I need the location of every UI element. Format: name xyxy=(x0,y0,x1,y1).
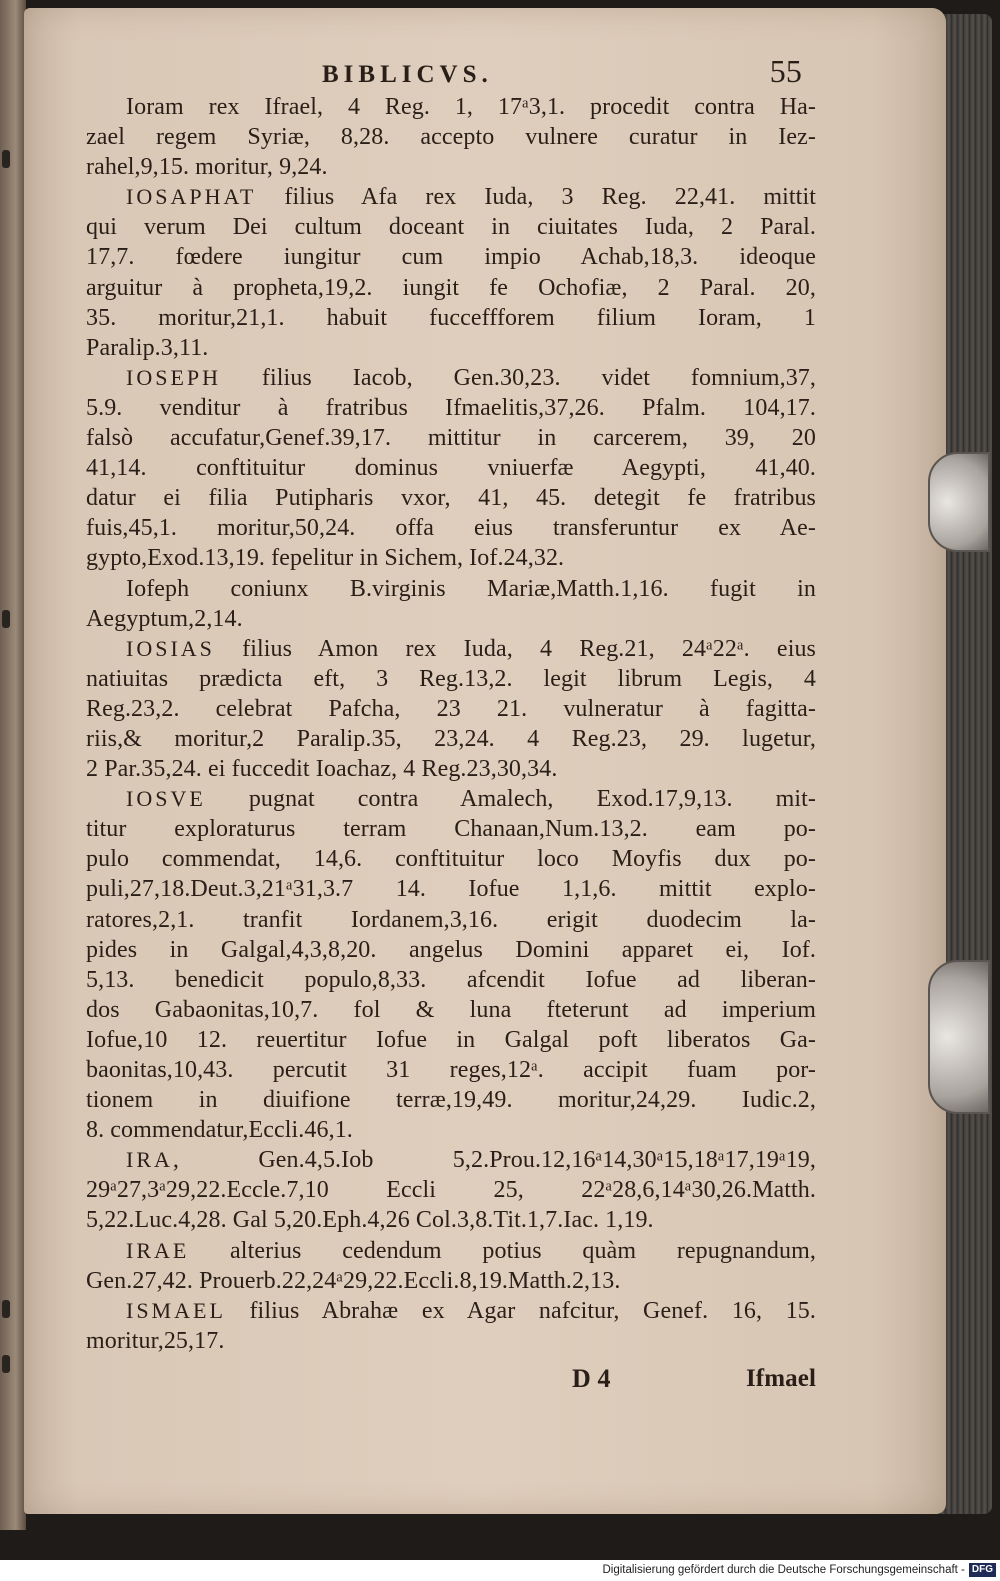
entry-line xyxy=(86,1205,816,1235)
index-entry xyxy=(86,1145,816,1235)
line-text: filius Iacob, Gen.30,23. videt fomnium,37, xyxy=(221,364,816,391)
entry-line xyxy=(86,604,816,634)
entry-lemma: IOSVE xyxy=(126,786,206,812)
line-text: 5,13. benedicit populo,8,33. afcendit Iofue ad liberan- xyxy=(86,966,816,993)
index-entry xyxy=(86,784,816,1145)
line-text: 35. moritur,21,1. habuit fucceffforem filium Ioram, 1 xyxy=(86,304,816,331)
line-text: puli,27,18.Deut.3,21ᵃ31,3.7 14. Iofue 1,1,6. mittit explo- xyxy=(86,876,816,903)
book-page-edges xyxy=(940,14,992,1514)
line-text: 29ᵃ27,3ᵃ29,22.Eccle.7,10 Eccli 25, 22ᵃ28,6,14ᵃ30,26.Matth. xyxy=(86,1177,816,1204)
metal-clasp-icon xyxy=(928,960,990,1114)
line-text: datur ei filia Putipharis vxor, 41, 45. detegit fe fratribus xyxy=(86,485,816,512)
running-head xyxy=(86,53,816,96)
entry-line xyxy=(86,182,816,212)
index-entry xyxy=(86,92,816,182)
line-text: 8. commendatur,Eccli.46,1. xyxy=(86,1117,353,1144)
line-text: moritur,25,17. xyxy=(86,1327,225,1354)
line-text: pulo commendat, 14,6. conftituitur loco Moyfis dux po- xyxy=(86,846,816,873)
entry-lemma: IOSEPH xyxy=(126,364,222,390)
entry-line xyxy=(86,92,816,122)
dfg-logo-icon: DFG xyxy=(969,1563,996,1577)
index-entry xyxy=(86,182,816,363)
entry-line xyxy=(86,363,816,393)
line-text: 17,7. fœdere iungitur cum impio Achab,18,3. ideoque xyxy=(86,244,816,271)
entry-line xyxy=(86,333,816,363)
entry-line xyxy=(86,423,816,453)
entry-line xyxy=(86,634,816,664)
entry-line xyxy=(86,1236,816,1266)
entry-line xyxy=(86,513,816,543)
line-text: titur exploraturus terram Chanaan,Num.13,2. eam po- xyxy=(86,816,816,843)
line-text: Iofue,10 12. reuertitur Iofue in Galgal poft liberatos Ga- xyxy=(86,1026,816,1053)
index-entry xyxy=(86,363,816,574)
line-text: 2 Par.35,24. ei fuccedit Ioachaz, 4 Reg.23,30,34. xyxy=(86,756,558,783)
entry-lemma: IOSIAS xyxy=(126,635,215,661)
line-text: Ioram rex Ifrael, 4 Reg. 1, 17ᵃ3,1. procedit contra Ha- xyxy=(126,94,816,120)
line-text: riis,& moritur,2 Paralip.35, 23,24. 4 Reg.23, 29. lugetur, xyxy=(86,725,816,752)
index-entry xyxy=(86,634,816,784)
line-text: zael regem Syriæ, 8,28. accepto vulnere curatur in Iez- xyxy=(86,124,816,151)
line-text: filius Afa rex Iuda, 3 Reg. 22,41. mittit xyxy=(256,184,816,211)
line-text: , Gen.4,5.Iob 5,2.Prou.12,16ᵃ14,30ᵃ15,18ᵃ17,19ᵃ19, xyxy=(172,1147,816,1174)
line-text: rahel,9,15. moritur, 9,24. xyxy=(86,154,328,181)
line-text: Iofeph coniunx B.virginis Mariæ,Matth.1,16. fugit in xyxy=(126,575,816,602)
line-text: alterius cedendum potius quàm repugnandum, xyxy=(189,1237,816,1264)
entry-line xyxy=(86,724,816,754)
running-title: BIBLICVS. xyxy=(322,61,493,88)
page-number: 55 xyxy=(769,53,802,89)
entry-line xyxy=(86,1175,816,1205)
signature-mark: D 4 xyxy=(572,1363,611,1393)
line-text: Reg.23,2. celebrat Pafcha, 23 21. vulneratur à fagitta- xyxy=(86,695,816,722)
page-text xyxy=(86,53,816,1400)
index-entry xyxy=(86,574,816,634)
catchword: Ifmael xyxy=(745,1364,816,1392)
entry-lemma: IRAE xyxy=(126,1237,190,1263)
line-text: Gen.27,42. Prouerb.22,24ᵃ29,22.Eccli.8,19.Matth.2,13. xyxy=(86,1267,621,1294)
entry-line xyxy=(86,1266,816,1296)
entry-line xyxy=(86,1085,816,1115)
entry-line xyxy=(86,242,816,272)
line-text: baonitas,10,43. percutit 31 reges,12ᵃ. accipit fuam por- xyxy=(86,1057,816,1083)
line-text: pugnat contra Amalech, Exod.17,9,13. mit- xyxy=(205,786,816,813)
entry-line xyxy=(86,303,816,333)
entry-line xyxy=(86,1145,816,1175)
line-text: pides in Galgal,4,3,8,20. angelus Domini apparet ei, Iof. xyxy=(86,936,816,963)
entry-lemma: IRA xyxy=(126,1147,173,1173)
line-text: filius Amon rex Iuda, 4 Reg.21, 24ᵃ22ᵃ. eius xyxy=(214,635,816,662)
line-text: 5.9. venditur à fratribus Ifmaelitis,37,26. Pfalm. 104,17. xyxy=(86,394,816,421)
line-text: tionem in diuifione terræ,19,49. moritur,24,29. Iudic.2, xyxy=(86,1087,816,1114)
entry-line xyxy=(86,453,816,483)
entry-line xyxy=(86,784,816,814)
entry-line xyxy=(86,935,816,965)
entry-line xyxy=(86,905,816,935)
index-entry xyxy=(86,1236,816,1296)
line-text: 41,14. conftituitur dominus vniuerfæ Aegypti, 41,40. xyxy=(86,455,816,482)
line-text: Aegyptum,2,14. xyxy=(86,605,243,632)
entry-line xyxy=(86,1326,816,1356)
entry-line xyxy=(86,273,816,303)
entry-line xyxy=(86,543,816,573)
entry-line xyxy=(86,1115,816,1145)
digitization-credit xyxy=(0,1560,1000,1581)
entry-line xyxy=(86,1296,816,1326)
index-entry xyxy=(86,1296,816,1356)
entry-line xyxy=(86,212,816,242)
line-text: filius Abrahæ ex Agar nafcitur, Genef. 16, 15. xyxy=(225,1297,816,1324)
entry-line xyxy=(86,694,816,724)
metal-clasp-icon xyxy=(928,452,990,552)
line-text: arguitur à propheta,19,2. iungit fe Ochofiæ, 2 Paral. 20, xyxy=(86,274,816,301)
entry-line xyxy=(86,664,816,694)
line-text: 5,22.Luc.4,28. Gal 5,20.Eph.4,26 Col.3,8.Tit.1,7.Iac. 1,19. xyxy=(86,1207,654,1234)
line-text: falsò accufatur,Genef.39,17. mittitur in carcerem, 39, 20 xyxy=(86,425,816,452)
line-text: ratores,2,1. tranfit Iordanem,3,16. erigit duodecim la- xyxy=(86,906,816,933)
line-text: natiuitas prædicta eft, 3 Reg.13,2. legit librum Legis, 4 xyxy=(86,665,816,692)
entry-line xyxy=(86,122,816,152)
entry-line xyxy=(86,874,816,904)
entry-line xyxy=(86,965,816,995)
entry-line xyxy=(86,483,816,513)
entry-lemma: IOSAPHAT xyxy=(126,184,257,210)
entry-line xyxy=(86,995,816,1025)
entry-line xyxy=(86,152,816,182)
line-text: qui verum Dei cultum doceant in ciuitates Iuda, 2 Paral. xyxy=(86,214,816,241)
entry-line xyxy=(86,814,816,844)
line-text: Paralip.3,11. xyxy=(86,334,209,361)
line-text: gypto,Exod.13,19. fepelitur in Sichem, Iof.24,32. xyxy=(86,545,565,572)
entry-line xyxy=(86,393,816,423)
entry-line xyxy=(86,754,816,784)
entry-list xyxy=(86,92,816,1356)
page-footer xyxy=(86,1364,816,1400)
line-text: fuis,45,1. moritur,50,24. offa eius transferuntur ex Ae- xyxy=(86,515,816,542)
entry-line xyxy=(86,574,816,604)
line-text: dos Gabaonitas,10,7. fol & luna fteterunt ad imperium xyxy=(86,996,816,1023)
entry-line xyxy=(86,1055,816,1085)
entry-lemma: ISMAEL xyxy=(126,1297,226,1323)
entry-line xyxy=(86,1025,816,1055)
credit-text: Digitalisierung gefördert durch die Deutsche Forschungsgemeinschaft - xyxy=(602,1564,965,1576)
entry-line xyxy=(86,844,816,874)
